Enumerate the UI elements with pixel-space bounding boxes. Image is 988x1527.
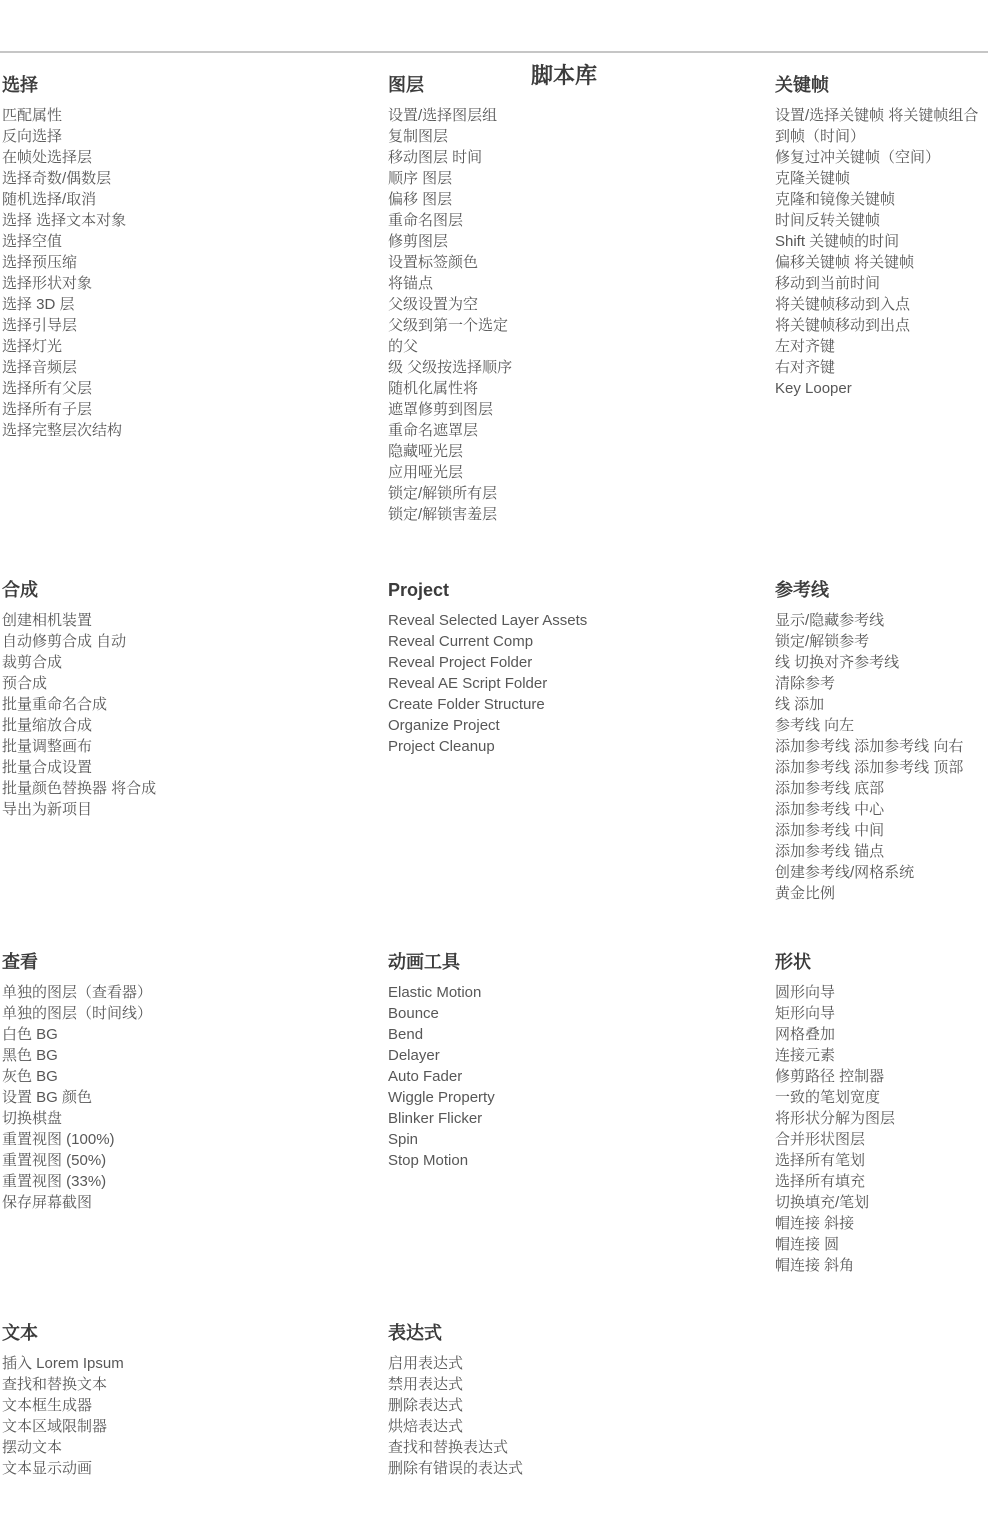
section-items bbox=[775, 610, 988, 904]
list-item: 显示/隐藏参考线 bbox=[775, 612, 885, 629]
section-items bbox=[775, 105, 988, 399]
list-item: 将关键帧移动到入点 bbox=[775, 296, 911, 313]
section-items bbox=[388, 1353, 775, 1479]
list-item: 偏移关键帧 将关键帧 bbox=[775, 254, 915, 271]
section bbox=[775, 952, 988, 1276]
list-item: 保存屏幕截图 bbox=[2, 1194, 93, 1211]
list-item: 帽连接 斜接 bbox=[775, 1215, 855, 1232]
list-item: 移动到当前时间 bbox=[775, 275, 881, 292]
section-title: 动画工具 bbox=[388, 952, 460, 972]
list-item: 重命名图层 bbox=[388, 212, 464, 229]
list-item: 应用哑光层 bbox=[388, 464, 464, 481]
list-item: 锁定/解锁参考 bbox=[775, 633, 870, 650]
section-items bbox=[388, 105, 775, 525]
list-item: 黑色 BG bbox=[2, 1047, 58, 1064]
list-item: 重置视图 (33%) bbox=[2, 1173, 107, 1190]
section-items bbox=[2, 1353, 388, 1479]
section-items bbox=[388, 982, 775, 1171]
list-item: 选择空值 bbox=[2, 233, 63, 250]
section-title: Project bbox=[388, 580, 450, 600]
list-item: Key Looper bbox=[775, 380, 852, 397]
list-item: 烘焙表达式 bbox=[388, 1418, 464, 1435]
list-item: 设置/选择图层组 bbox=[388, 107, 498, 124]
list-item: 导出为新项目 bbox=[2, 801, 93, 818]
list-item: 到帧（时间） bbox=[775, 128, 866, 145]
section-title: 参考线 bbox=[775, 580, 829, 600]
section-title: 形状 bbox=[775, 952, 811, 972]
list-item: 灰色 BG bbox=[2, 1068, 58, 1085]
list-item: Wiggle Property bbox=[388, 1089, 495, 1106]
list-item: 创建参考线/网格系统 bbox=[775, 864, 915, 881]
section bbox=[0, 1323, 388, 1479]
list-item: 时间反转关键帧 bbox=[775, 212, 881, 229]
list-item: 批量调整画布 bbox=[2, 738, 93, 755]
list-item: 查找和替换表达式 bbox=[388, 1439, 509, 1456]
list-item: 选择所有笔划 bbox=[775, 1152, 866, 1169]
list-item: 批量重命名合成 bbox=[2, 696, 108, 713]
section bbox=[0, 75, 388, 441]
list-item: 文本区域限制器 bbox=[2, 1418, 108, 1435]
list-item: 文本框生成器 bbox=[2, 1397, 93, 1414]
list-item: 锁定/解锁害羞层 bbox=[388, 506, 498, 523]
list-item: 修剪路径 控制器 bbox=[775, 1068, 885, 1085]
list-item: 随机选择/取消 bbox=[2, 191, 97, 208]
section-items bbox=[2, 105, 388, 441]
list-item: 网格叠加 bbox=[775, 1026, 836, 1043]
list-item: 反向选择 bbox=[2, 128, 63, 145]
list-item: 右对齐键 bbox=[775, 359, 836, 376]
list-item: Spin bbox=[388, 1131, 419, 1148]
section-row bbox=[0, 952, 988, 1276]
list-item: 选择灯光 bbox=[2, 338, 63, 355]
list-item: 遮罩修剪到图层 bbox=[388, 401, 494, 418]
section-title: 表达式 bbox=[388, 1323, 442, 1343]
list-item: Delayer bbox=[388, 1047, 440, 1064]
script-library-page bbox=[0, 51, 988, 1479]
list-item: Reveal Project Folder bbox=[388, 654, 533, 671]
list-item: 设置 BG 颜色 bbox=[2, 1089, 93, 1106]
list-item: 单独的图层（时间线） bbox=[2, 1005, 153, 1022]
list-item: Reveal Current Comp bbox=[388, 633, 534, 650]
list-item: Reveal AE Script Folder bbox=[388, 675, 548, 692]
list-item: 批量合成设置 bbox=[2, 759, 93, 776]
list-item: 切换棋盘 bbox=[2, 1110, 63, 1127]
list-item: Shift 关键帧的时间 bbox=[775, 233, 900, 250]
list-item: 一致的笔划宽度 bbox=[775, 1089, 881, 1106]
list-item: 线 添加 bbox=[775, 696, 825, 713]
list-item: 匹配属性 bbox=[2, 107, 63, 124]
section bbox=[388, 75, 775, 525]
list-item: 帽连接 斜角 bbox=[775, 1257, 855, 1274]
list-item: 参考线 向左 bbox=[775, 717, 855, 734]
sections-container bbox=[0, 75, 988, 1479]
list-item: 矩形向导 bbox=[775, 1005, 836, 1022]
section-title: 查看 bbox=[2, 952, 38, 972]
list-item: 选择 3D 层 bbox=[2, 296, 75, 313]
section-items bbox=[388, 610, 775, 757]
section-items bbox=[2, 982, 388, 1213]
list-item: 级 父级按选择顺序 bbox=[388, 359, 513, 376]
section-title: 合成 bbox=[2, 580, 38, 600]
list-item: 选择完整层次结构 bbox=[2, 422, 123, 439]
list-item: 选择预压缩 bbox=[2, 254, 78, 271]
section-title: 关键帧 bbox=[775, 75, 829, 95]
list-item: 线 切换对齐参考线 bbox=[775, 654, 900, 671]
list-item: 的父 bbox=[388, 338, 419, 355]
list-item: 切换填充/笔划 bbox=[775, 1194, 870, 1211]
list-item: 选择音频层 bbox=[2, 359, 78, 376]
list-item: 偏移 图层 bbox=[388, 191, 453, 208]
list-item: 黄金比例 bbox=[775, 885, 836, 902]
list-item: 重置视图 (50%) bbox=[2, 1152, 107, 1169]
list-item: 随机化属性将 bbox=[388, 380, 479, 397]
list-item: 批量颜色替换器 将合成 bbox=[2, 780, 157, 797]
list-item: 选择奇数/偶数层 bbox=[2, 170, 112, 187]
list-item: 启用表达式 bbox=[388, 1355, 464, 1372]
list-item: 禁用表达式 bbox=[388, 1376, 464, 1393]
section-title: 文本 bbox=[2, 1323, 38, 1343]
list-item: 顺序 图层 bbox=[388, 170, 453, 187]
list-item: 选择所有父层 bbox=[2, 380, 93, 397]
list-item: 选择形状对象 bbox=[2, 275, 93, 292]
list-item: 隐藏哑光层 bbox=[388, 443, 464, 460]
section-items bbox=[775, 982, 988, 1276]
list-item: 连接元素 bbox=[775, 1047, 836, 1064]
list-item: 父级到第一个选定 bbox=[388, 317, 509, 334]
list-item: 移动图层 时间 bbox=[388, 149, 483, 166]
list-item: 添加参考线 中心 bbox=[775, 801, 885, 818]
list-item: 选择 选择文本对象 bbox=[2, 212, 127, 229]
section-row bbox=[0, 75, 988, 525]
list-item: 重置视图 (100%) bbox=[2, 1131, 115, 1148]
list-item: Bounce bbox=[388, 1005, 439, 1022]
list-item: 批量缩放合成 bbox=[2, 717, 93, 734]
section bbox=[775, 580, 988, 904]
list-item: 添加参考线 添加参考线 向右 bbox=[775, 738, 964, 755]
list-item: 选择所有子层 bbox=[2, 401, 93, 418]
list-item: 添加参考线 底部 bbox=[775, 780, 885, 797]
list-item: 复制图层 bbox=[388, 128, 449, 145]
list-item: 克隆关键帧 bbox=[775, 170, 851, 187]
list-item: 修复过冲关键帧（空间） bbox=[775, 149, 941, 166]
section-row bbox=[0, 580, 988, 904]
list-item: Create Folder Structure bbox=[388, 696, 545, 713]
list-item: 裁剪合成 bbox=[2, 654, 63, 671]
list-item: Project Cleanup bbox=[388, 738, 495, 755]
list-item: 插入 Lorem Ipsum bbox=[2, 1355, 124, 1372]
list-item: 锁定/解锁所有层 bbox=[388, 485, 498, 502]
list-item: 查找和替换文本 bbox=[2, 1376, 108, 1393]
list-item: 帽连接 圆 bbox=[775, 1236, 840, 1253]
list-item: 选择所有填充 bbox=[775, 1173, 866, 1190]
page-title: 脚本库 bbox=[530, 63, 598, 88]
divider bbox=[0, 51, 988, 53]
section-row bbox=[0, 1323, 988, 1479]
list-item: 清除参考 bbox=[775, 675, 836, 692]
list-item: 添加参考线 添加参考线 顶部 bbox=[775, 759, 964, 776]
list-item: 自动修剪合成 自动 bbox=[2, 633, 127, 650]
list-item: 摆动文本 bbox=[2, 1439, 63, 1456]
list-item: 预合成 bbox=[2, 675, 48, 692]
list-item: 创建相机装置 bbox=[2, 612, 93, 629]
list-item: 单独的图层（查看器） bbox=[2, 984, 153, 1001]
list-item: Organize Project bbox=[388, 717, 500, 734]
section-title: 选择 bbox=[2, 75, 38, 95]
list-item: 删除表达式 bbox=[388, 1397, 464, 1414]
list-item: 将锚点 bbox=[388, 275, 434, 292]
section bbox=[388, 952, 775, 1171]
list-item: 文本显示动画 bbox=[2, 1460, 93, 1477]
section-title: 图层 bbox=[388, 75, 424, 95]
list-item: 选择引导层 bbox=[2, 317, 78, 334]
list-item: 添加参考线 中间 bbox=[775, 822, 885, 839]
list-item: 设置标签颜色 bbox=[388, 254, 479, 271]
list-item: 将形状分解为图层 bbox=[775, 1110, 896, 1127]
list-item: Stop Motion bbox=[388, 1152, 469, 1169]
list-item: 白色 BG bbox=[2, 1026, 58, 1043]
list-item: 圆形向导 bbox=[775, 984, 836, 1001]
section-items bbox=[2, 610, 388, 820]
section bbox=[0, 952, 388, 1213]
list-item: 将关键帧移动到出点 bbox=[775, 317, 911, 334]
list-item: 删除有错误的表达式 bbox=[388, 1460, 524, 1477]
list-item: 修剪图层 bbox=[388, 233, 449, 250]
section bbox=[775, 75, 988, 399]
list-item: Elastic Motion bbox=[388, 984, 482, 1001]
list-item: 父级设置为空 bbox=[388, 296, 479, 313]
list-item: 合并形状图层 bbox=[775, 1131, 866, 1148]
list-item: 左对齐键 bbox=[775, 338, 836, 355]
list-item: 克隆和镜像关键帧 bbox=[775, 191, 896, 208]
list-item: 添加参考线 锚点 bbox=[775, 843, 885, 860]
list-item: Auto Fader bbox=[388, 1068, 463, 1085]
list-item: Bend bbox=[388, 1026, 424, 1043]
section bbox=[388, 580, 775, 757]
list-item: 在帧处选择层 bbox=[2, 149, 93, 166]
section bbox=[388, 1323, 775, 1479]
list-item: Blinker Flicker bbox=[388, 1110, 483, 1127]
list-item: 重命名遮罩层 bbox=[388, 422, 479, 439]
list-item: 设置/选择关键帧 将关键帧组合 bbox=[775, 107, 979, 124]
section bbox=[0, 580, 388, 820]
list-item: Reveal Selected Layer Assets bbox=[388, 612, 588, 629]
